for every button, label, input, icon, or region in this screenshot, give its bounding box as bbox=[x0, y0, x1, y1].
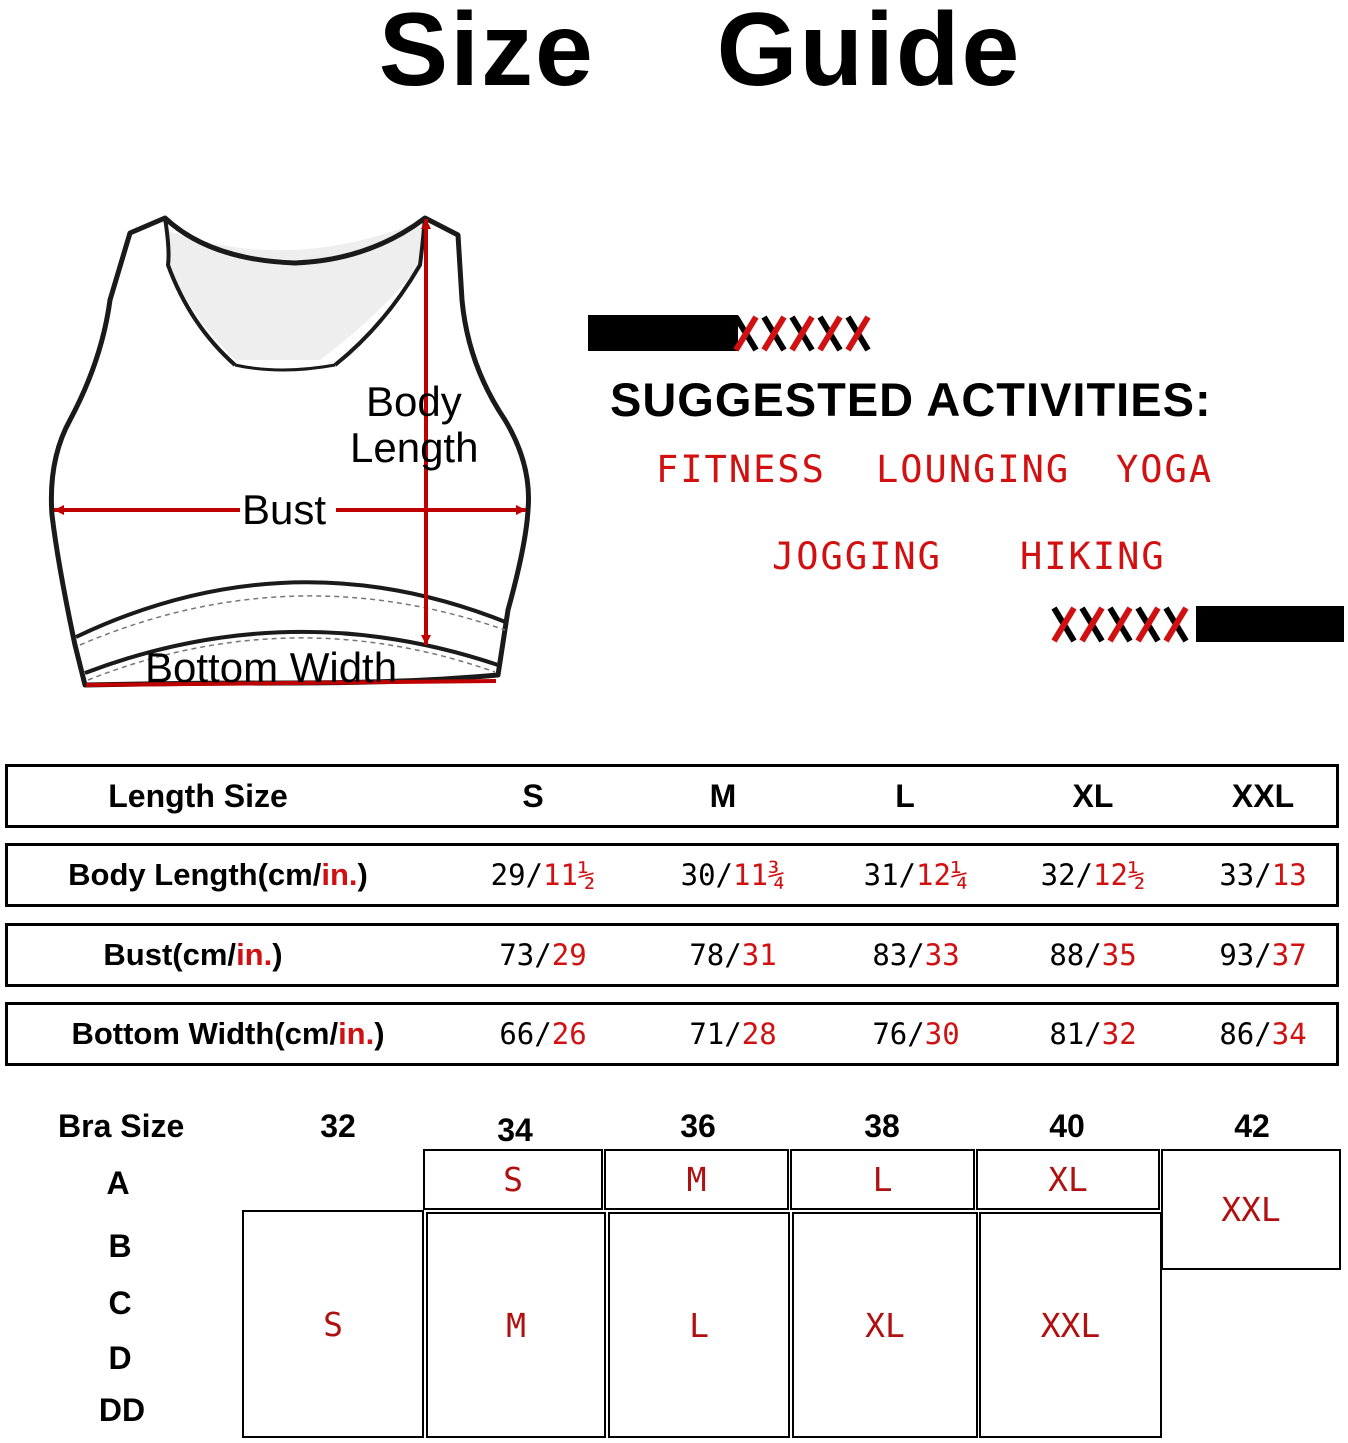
cup-a-size-box: M bbox=[604, 1149, 789, 1210]
in-value: 31 bbox=[741, 938, 777, 972]
in-value: 37 bbox=[1271, 938, 1307, 972]
cm-value: 30/ bbox=[680, 858, 733, 892]
table-cell bbox=[653, 1005, 813, 1063]
cup-a-size-box: S bbox=[423, 1149, 603, 1210]
activities-heading: SUGGESTED ACTIVITIES: bbox=[610, 373, 1212, 426]
cup-b: B bbox=[108, 1228, 132, 1264]
table-cell bbox=[836, 846, 996, 904]
cup-c: C bbox=[108, 1285, 132, 1321]
in-value: 28 bbox=[741, 1017, 777, 1051]
cup-bd-size-box: M bbox=[426, 1212, 606, 1438]
table-cell bbox=[836, 1005, 996, 1063]
cm-value: 29/ bbox=[490, 858, 543, 892]
size-header-xxl: XXL bbox=[1231, 777, 1295, 814]
label-prefix: Bottom Width(cm/ bbox=[71, 1016, 339, 1051]
size-header-l: L bbox=[895, 777, 915, 814]
cup-bd-size-box: XL bbox=[792, 1212, 978, 1438]
cm-value: 73/ bbox=[499, 938, 552, 972]
table-cell bbox=[653, 926, 813, 984]
cm-value: 81/ bbox=[1049, 1017, 1102, 1051]
table-cell bbox=[463, 1005, 623, 1063]
body-length-label-line2: Length bbox=[350, 424, 479, 471]
row-label-bust bbox=[8, 926, 378, 984]
cup-d: D bbox=[108, 1340, 132, 1376]
cm-value: 78/ bbox=[689, 938, 742, 972]
label-prefix: Body Length(cm/ bbox=[68, 857, 322, 892]
cm-value: 93/ bbox=[1219, 938, 1272, 972]
cm-value: 76/ bbox=[872, 1017, 925, 1051]
activity-lounging: LOUNGING bbox=[876, 448, 1071, 491]
in-value: 34 bbox=[1271, 1017, 1307, 1051]
table-row bbox=[5, 1002, 1339, 1066]
in-value: 35 bbox=[1101, 938, 1137, 972]
body-length-label-line1: Body bbox=[366, 378, 462, 425]
page-title: Size Guide bbox=[378, 0, 1022, 108]
in-value: 30 bbox=[924, 1017, 960, 1051]
size-table-header bbox=[5, 764, 1339, 828]
in-value: 33 bbox=[924, 938, 960, 972]
table-cell bbox=[1183, 846, 1343, 904]
label-suffix: ) bbox=[272, 937, 283, 972]
bra-size-label: Bra Size bbox=[58, 1108, 185, 1144]
stitch-decoration-bottom bbox=[1048, 603, 1348, 647]
cup-a-size-box: L bbox=[790, 1149, 975, 1210]
xxl-size-box: XXL bbox=[1161, 1149, 1341, 1270]
cup-bd-size-box: XXL bbox=[979, 1212, 1162, 1438]
table-cell bbox=[1183, 926, 1343, 984]
table-cell bbox=[836, 926, 996, 984]
cm-value: 32/ bbox=[1040, 858, 1093, 892]
cm-value: 66/ bbox=[499, 1017, 552, 1051]
table-cell bbox=[1013, 926, 1173, 984]
size-header-m: M bbox=[709, 777, 737, 814]
in-value: 12½ bbox=[1093, 858, 1146, 892]
stitch-decoration-top bbox=[588, 312, 888, 356]
label-suffix: ) bbox=[374, 1016, 385, 1051]
cup-bd-size-box: L bbox=[608, 1212, 790, 1438]
activity-fitness: FITNESS bbox=[656, 448, 826, 491]
band-40: 40 bbox=[1049, 1108, 1085, 1144]
cm-value: 33/ bbox=[1219, 858, 1272, 892]
band-42: 42 bbox=[1234, 1108, 1270, 1144]
band-36: 36 bbox=[680, 1108, 716, 1144]
cup-a: A bbox=[106, 1165, 130, 1201]
table-cell bbox=[1183, 1005, 1343, 1063]
in-value: 26 bbox=[551, 1017, 587, 1051]
cup-bd-size-box: S bbox=[242, 1210, 424, 1438]
label-prefix: Bust(cm/ bbox=[103, 937, 237, 972]
activity-jogging: JOGGING bbox=[772, 535, 942, 578]
cm-value: 83/ bbox=[872, 938, 925, 972]
band-34: 34 bbox=[497, 1112, 533, 1148]
bust-label: Bust bbox=[242, 486, 327, 533]
in-value: 29 bbox=[551, 938, 587, 972]
size-header-s: S bbox=[522, 777, 544, 814]
band-38: 38 bbox=[864, 1108, 900, 1144]
in-value: 11¾ bbox=[733, 858, 786, 892]
band-32: 32 bbox=[320, 1108, 356, 1144]
table-row bbox=[5, 843, 1339, 907]
cup-a-size-box: XL bbox=[976, 1149, 1160, 1210]
row-label-bottom-width bbox=[8, 1005, 448, 1063]
label-unit: in. bbox=[236, 937, 273, 972]
table-cell bbox=[1013, 846, 1173, 904]
cm-value: 31/ bbox=[863, 858, 916, 892]
table-row bbox=[5, 923, 1339, 987]
in-value: 13 bbox=[1271, 858, 1307, 892]
label-unit: in. bbox=[321, 857, 358, 892]
table-cell bbox=[463, 926, 623, 984]
in-value: 11½ bbox=[543, 858, 596, 892]
cup-dd: DD bbox=[98, 1392, 146, 1428]
cm-value: 88/ bbox=[1049, 938, 1102, 972]
cm-value: 86/ bbox=[1219, 1017, 1272, 1051]
in-value: 32 bbox=[1101, 1017, 1137, 1051]
activity-yoga: YOGA bbox=[1116, 448, 1214, 491]
activity-hiking: HIKING bbox=[1020, 535, 1166, 578]
label-suffix: ) bbox=[357, 857, 368, 892]
table-cell bbox=[653, 846, 813, 904]
row-label-body-length bbox=[8, 846, 428, 904]
bottom-width-label: Bottom Width bbox=[145, 644, 398, 691]
size-header-xl: XL bbox=[1072, 777, 1114, 814]
label-unit: in. bbox=[338, 1016, 375, 1051]
cm-value: 71/ bbox=[689, 1017, 742, 1051]
length-size-label: Length Size bbox=[108, 777, 288, 814]
in-value: 12¼ bbox=[916, 858, 969, 892]
table-cell bbox=[1013, 1005, 1173, 1063]
table-cell bbox=[463, 846, 623, 904]
